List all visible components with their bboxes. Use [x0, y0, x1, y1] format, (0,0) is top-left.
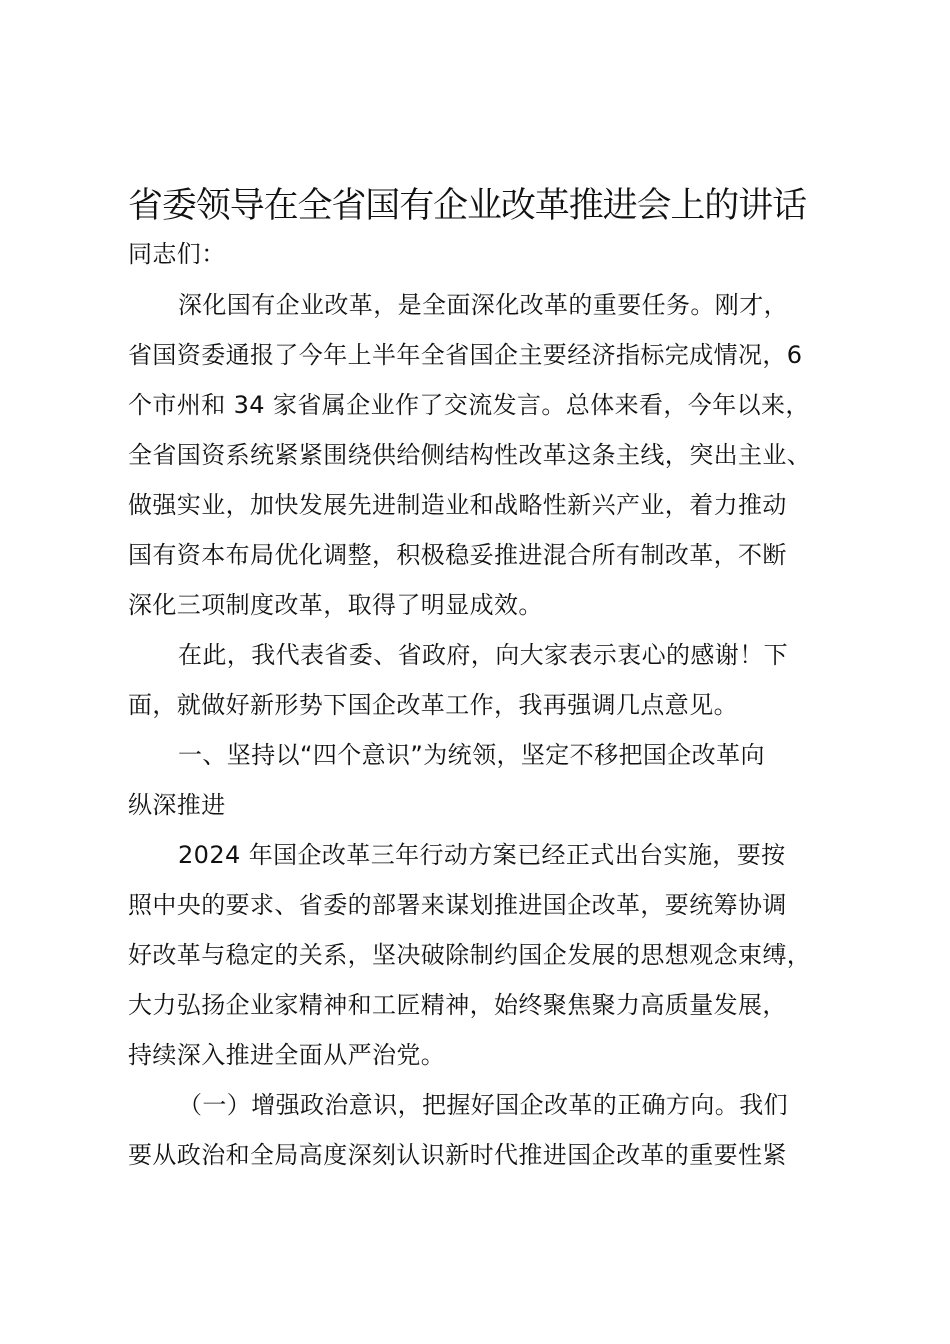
text-line: 国有资本布局优化调整，积极稳妥推进混合所有制改革，不断	[128, 541, 787, 569]
text-line: 持续深入推进全面从严治党。	[128, 1041, 446, 1069]
text-line: 省国资委通报了今年上半年全省国企主要经济指标完成情况，6	[128, 341, 803, 369]
text-line: 照中央的要求、省委的部署来谋划推进国企改革，要统筹协调	[128, 891, 787, 919]
text-line: 在此，我代表省委、省政府，向大家表示衷心的感谢！下	[178, 641, 788, 669]
document-title: 省委领导在全省国有企业改革推进会上的讲话	[128, 186, 807, 226]
text-line: 个市州和 34 家省属企业作了交流发言。总体来看，今年以来，	[128, 391, 810, 419]
text-line: 全省国资系统紧紧围绕供给侧结构性改革这条主线，突出主业、	[128, 441, 812, 469]
text-line: 做强实业，加快发展先进制造业和战略性新兴产业，着力推动	[128, 491, 787, 519]
text-line: 深化国有企业改革，是全面深化改革的重要任务。刚才，	[178, 291, 788, 319]
text-line: （一）增强政治意识，把握好国企改革的正确方向。我们	[178, 1091, 788, 1119]
text-line: 要从政治和全局高度深刻认识新时代推进国企改革的重要性紧	[128, 1141, 787, 1169]
text-line: 深化三项制度改革，取得了明显成效。	[128, 591, 543, 619]
section-heading: 纵深推进	[128, 791, 226, 819]
text-line: 2024 年国企改革三年行动方案已经正式出台实施，要按	[178, 841, 786, 869]
text-line: 好改革与稳定的关系，坚决破除制约国企发展的思想观念束缚，	[128, 941, 812, 969]
section-heading: 一、坚持以“四个意识”为统领，坚定不移把国企改革向	[178, 741, 765, 769]
greeting: 同志们：	[128, 240, 226, 268]
text-line: 大力弘扬企业家精神和工匠精神，始终聚焦聚力高质量发展，	[128, 991, 787, 1019]
text-line: 面，就做好新形势下国企改革工作，我再强调几点意见。	[128, 691, 738, 719]
